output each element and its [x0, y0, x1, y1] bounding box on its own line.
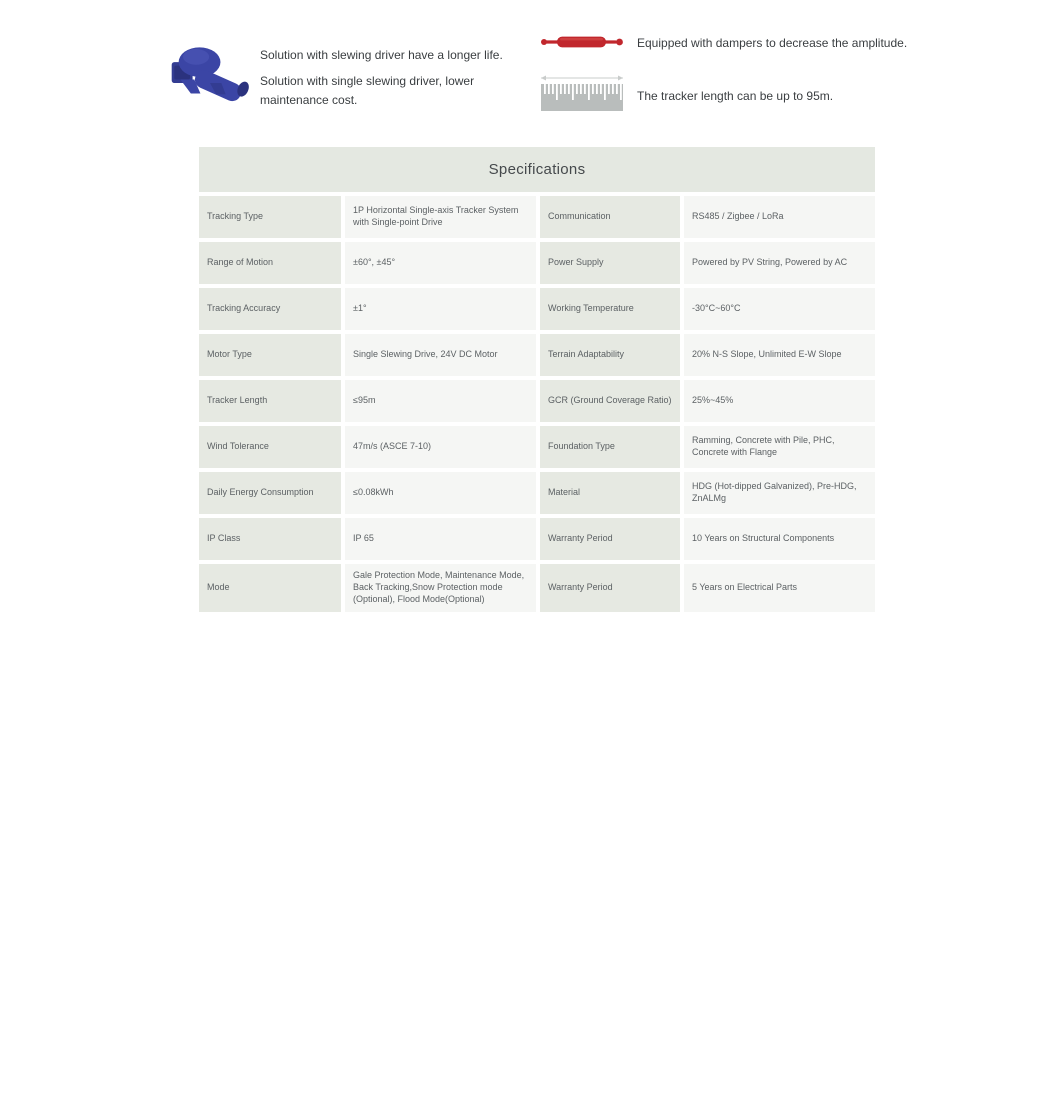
- spec-label: IP Class: [199, 518, 341, 560]
- spec-label: GCR (Ground Coverage Ratio): [540, 380, 680, 422]
- spec-value: 5 Years on Electrical Parts: [684, 564, 875, 612]
- ruler-icon: [539, 70, 625, 114]
- specifications-table: [199, 147, 875, 612]
- spec-label: Foundation Type: [540, 426, 680, 468]
- feature-text-slewing-cost: Solution with single slewing driver, lower maintenance cost.: [260, 74, 475, 107]
- spec-value: ≤95m: [345, 380, 536, 422]
- spec-label: Terrain Adaptability: [540, 334, 680, 376]
- spec-label: Warranty Period: [540, 564, 680, 612]
- spec-value: 1P Horizontal Single-axis Tracker System with Single-point Drive: [345, 196, 536, 238]
- slewing-drive-icon: [166, 36, 254, 110]
- spec-label: Range of Motion: [199, 242, 341, 284]
- spec-value: ±60°, ±45°: [345, 242, 536, 284]
- feature-text-dampers: Equipped with dampers to decrease the amplitude.: [637, 36, 908, 50]
- spec-value: 20% N-S Slope, Unlimited E-W Slope: [684, 334, 875, 376]
- specifications-title: Specifications: [199, 147, 875, 192]
- spec-value: Single Slewing Drive, 24V DC Motor: [345, 334, 536, 376]
- spec-label: Mode: [199, 564, 341, 612]
- specifications-grid: [199, 196, 875, 612]
- spec-value: IP 65: [345, 518, 536, 560]
- feature-text-tracker-length: The tracker length can be up to 95m.: [637, 89, 834, 103]
- spec-label: Wind Tolerance: [199, 426, 341, 468]
- feature-text-slewing-life: Solution with slewing driver have a longer life.: [260, 48, 503, 62]
- spec-value: 25%~45%: [684, 380, 875, 422]
- spec-value: 47m/s (ASCE 7-10): [345, 426, 536, 468]
- spec-label: Daily Energy Consumption: [199, 472, 341, 514]
- spec-value: ±1°: [345, 288, 536, 330]
- spec-value: ≤0.08kWh: [345, 472, 536, 514]
- spec-label: Power Supply: [540, 242, 680, 284]
- spec-value: RS485 / Zigbee / LoRa: [684, 196, 875, 238]
- spec-label: Material: [540, 472, 680, 514]
- spec-value: Ramming, Concrete with Pile, PHC, Concrete with Flange: [684, 426, 875, 468]
- spec-label: Communication: [540, 196, 680, 238]
- spec-label: Motor Type: [199, 334, 341, 376]
- spec-value: Powered by PV String, Powered by AC: [684, 242, 875, 284]
- spec-value: HDG (Hot-dipped Galvanized), Pre-HDG, ZnALMg: [684, 472, 875, 514]
- spec-value: -30°C~60°C: [684, 288, 875, 330]
- spec-label: Working Temperature: [540, 288, 680, 330]
- spec-label: Tracking Type: [199, 196, 341, 238]
- spec-value: 10 Years on Structural Components: [684, 518, 875, 560]
- spec-label: Tracker Length: [199, 380, 341, 422]
- spec-value: Gale Protection Mode, Maintenance Mode, Back Tracking,Snow Protection mode (Optional), Flood Mode(Optional): [345, 564, 536, 612]
- spec-label: Tracking Accuracy: [199, 288, 341, 330]
- spec-label: Warranty Period: [540, 518, 680, 560]
- damper-icon: [540, 33, 624, 51]
